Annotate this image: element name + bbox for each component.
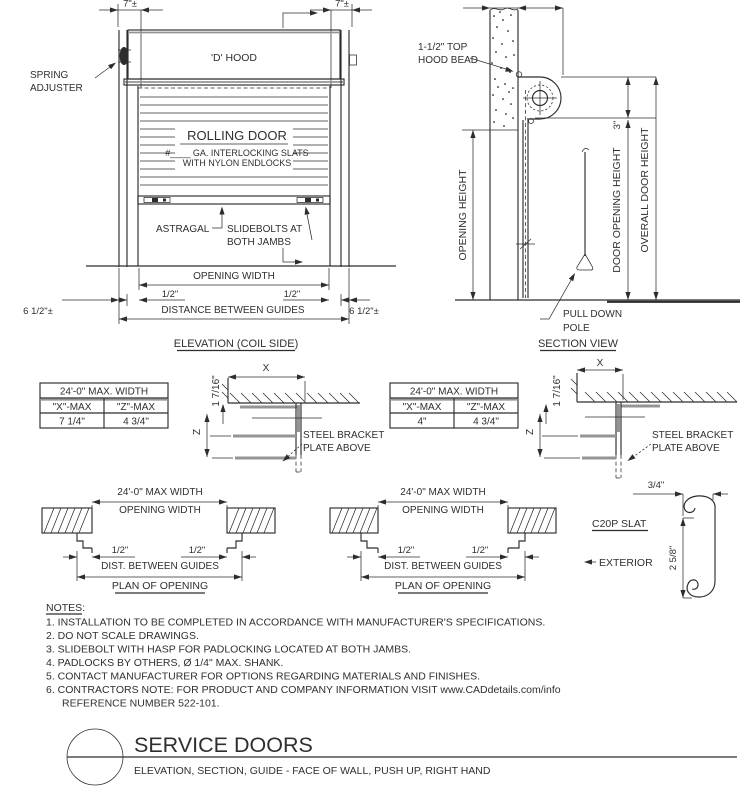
bracket-right-linework [537, 367, 737, 478]
plan-right-max-width-label: 24'-0" MAX WIDTH [400, 487, 486, 498]
plan-left-opening-width-label: OPENING WIDTH [119, 505, 201, 516]
plan-left-half-inch-left: 1/2" [111, 545, 129, 556]
bracket-right-val-x: 4" [417, 416, 427, 428]
spring-adjuster-label-line2: ADJUSTER [30, 83, 83, 94]
slidebolts-label-line1: SLIDEBOLTS AT [227, 224, 303, 235]
bracket-left-linework [204, 374, 360, 472]
bracket-right-col-x: "X"-MAX [402, 402, 442, 413]
plan-right-opening-width-label: OPENING WIDTH [402, 505, 484, 516]
elevation-title: ELEVATION (COIL SIDE) [173, 338, 299, 350]
bracket-left-dim-z: Z [192, 428, 203, 436]
note-item-2: 2. DO NOT SCALE DRAWINGS. [46, 630, 199, 642]
bracket-left-callout-line1: STEEL BRACKET [303, 430, 385, 441]
plan-right-dist-label: DIST. BETWEEN GUIDES [384, 561, 502, 572]
hood-bead-label-line2: HOOD BEAD [418, 55, 479, 66]
bracket-left-col-x: "X"-MAX [52, 402, 92, 413]
bracket-detail-right [390, 358, 737, 478]
elevation-view [23, 0, 396, 351]
exterior-label: EXTERIOR [599, 557, 653, 569]
slat-name-label: C20P SLAT [592, 518, 647, 530]
bracket-right-dim-x: X [596, 358, 604, 369]
notes-section [46, 602, 561, 710]
note-item-6-continued: REFERENCE NUMBER 522-101. [62, 697, 220, 710]
pull-down-pole-label-line2: POLE [563, 323, 590, 334]
pull-down-pole-label-line1: PULL DOWN [563, 309, 623, 320]
note-item-3: 3. SLIDEBOLT WITH HASP FOR PADLOCKING LOCATED AT BOTH JAMBS. [46, 643, 412, 656]
drawing-title: SERVICE DOORS [134, 733, 313, 757]
note-item-1: 1. INSTALLATION TO BE COMPLETED IN ACCORDANCE WITH MANUFACTURER'S SPECIFICATIONS. [46, 616, 546, 629]
notes-heading: NOTES: [46, 602, 86, 614]
plan-left-dist-label: DIST. BETWEEN GUIDES [101, 561, 219, 572]
section-title: SECTION VIEW [537, 338, 619, 350]
bracket-left-col-z: "Z"-MAX [116, 402, 156, 413]
bracket-left-val-z: 4 3/4" [123, 416, 149, 428]
slats-spec-line1: #____ GA. INTERLOCKING SLATS [165, 148, 309, 158]
slats-spec-line2: WITH NYLON ENDLOCKS [182, 158, 292, 168]
half-inch-right-label: 1/2" [283, 289, 301, 300]
opening-width-label: OPENING WIDTH [193, 271, 275, 282]
door-opening-height-label: DOOR OPENING HEIGHT [611, 147, 623, 273]
slat-width-dim-label: 3/4" [647, 480, 665, 491]
bracket-left-val-x: 7 1/4" [59, 416, 85, 428]
spring-adjuster-label-line1: SPRING [30, 70, 69, 81]
plan-left-title: PLAN OF OPENING [111, 580, 209, 592]
overall-door-height-label: OVERALL DOOR HEIGHT [639, 127, 651, 253]
slat-detail [584, 480, 728, 598]
guide-dim-right-label: 6 1/2"± [349, 306, 379, 317]
bracket-left-dim-offset: 1 7/16" [211, 375, 222, 407]
opening-height-label: OPENING HEIGHT [457, 169, 469, 261]
bracket-left-table-header: 24'-0" MAX. WIDTH [59, 386, 149, 398]
plan-right-title: PLAN OF OPENING [394, 580, 492, 592]
bracket-left-callout-line2: PLATE ABOVE [303, 443, 371, 454]
bracket-left-dim-x: X [262, 363, 270, 374]
title-block [67, 729, 737, 785]
hood-bead-label-line1: 1-1/2" TOP [418, 42, 468, 53]
rolling-door-label: ROLLING DOOR [187, 128, 287, 143]
hood-label: 'D' HOOD [210, 52, 258, 64]
half-inch-left-label: 1/2" [161, 289, 179, 300]
plan-left-max-width-label: 24'-0" MAX WIDTH [117, 487, 203, 498]
plan-left-half-inch-right: 1/2" [188, 545, 206, 556]
bracket-right-val-z: 4 3/4" [473, 416, 499, 428]
slidebolts-label-line2: BOTH JAMBS [227, 237, 291, 248]
astragal-label: ASTRAGAL [156, 224, 210, 235]
plan-right-half-inch-right: 1/2" [471, 545, 489, 556]
section-linework [455, 5, 740, 350]
slat-linework [584, 491, 728, 598]
three-inch-dim-label: 3" [612, 120, 623, 130]
guide-dim-left-label: 6 1/2"± [23, 306, 53, 317]
note-item-5: 5. CONTACT MANUFACTURER FOR OPTIONS REGARDING MATERIALS AND FINISHES. [46, 670, 481, 683]
dim-top-left-label: 7"± [123, 0, 137, 10]
bracket-right-callout-line1: STEEL BRACKET [652, 430, 734, 441]
bracket-right-dim-z: Z [525, 428, 536, 436]
note-item-6: 6. CONTRACTORS NOTE: FOR PRODUCT AND COMPANY INFORMATION VISIT www.CADdetails.com/info [46, 684, 561, 696]
bracket-right-dim-offset: 1 7/16" [552, 375, 563, 407]
slat-height-dim-label: 2 5/8" [668, 545, 679, 571]
plan-right-half-inch-left: 1/2" [397, 545, 415, 556]
bracket-right-callout-line2: PLATE ABOVE [652, 443, 720, 454]
bracket-right-col-z: "Z"-MAX [466, 402, 506, 413]
section-view [418, 5, 740, 350]
bracket-right-table-header: 24'-0" MAX. WIDTH [409, 386, 499, 398]
plan-of-opening-left [42, 487, 275, 593]
dim-top-right-label: 7"± [335, 0, 349, 10]
drawing-subtitle: ELEVATION, SECTION, GUIDE - FACE OF WALL, PUSH UP, RIGHT HAND [134, 765, 491, 777]
note-item-4: 4. PADLOCKS BY OTHERS, Ø 1/4" MAX. SHANK. [46, 657, 284, 669]
plan-of-opening-right [330, 487, 556, 593]
bracket-detail-left [40, 363, 384, 472]
distance-between-guides-label: DISTANCE BETWEEN GUIDES [161, 305, 305, 316]
